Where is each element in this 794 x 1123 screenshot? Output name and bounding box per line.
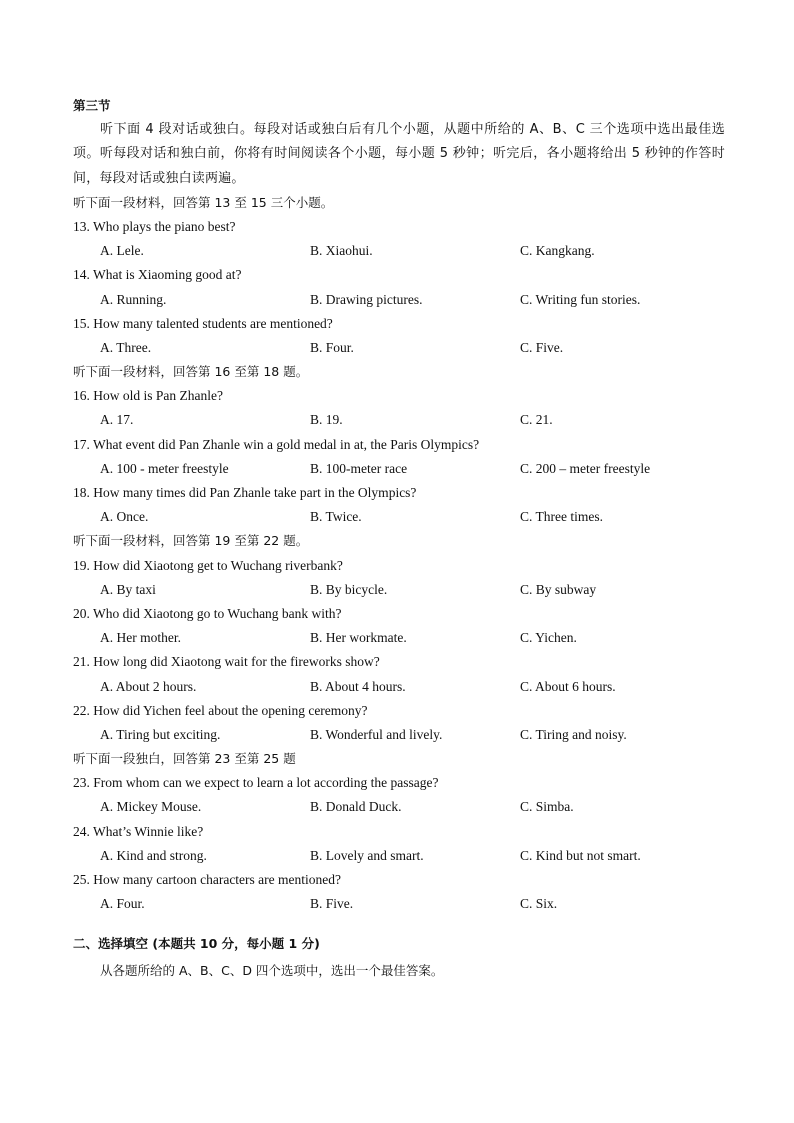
option-a: A. Running. (100, 291, 167, 307)
question-20: 20. Who did Xiaotong go to Wuchang bank with? (73, 605, 342, 621)
option-a: A. Mickey Mouse. (100, 799, 202, 815)
option-c: C. About 6 hours. (520, 678, 616, 694)
question-21: 21. How long did Xiaotong wait for the fireworks show? (73, 654, 380, 670)
question-17: 17. What event did Pan Zhanle win a gold medal in at, the Paris Olympics? (73, 436, 480, 452)
options-13 (73, 239, 725, 263)
options-17 (73, 457, 725, 481)
option-a: A. Once. (100, 509, 149, 525)
section-title: 第三节 (73, 98, 111, 113)
options-16 (73, 408, 725, 432)
options-25 (73, 892, 725, 916)
group-instruction: 听下面一段材料，回答第 19 至第 22 题。 (73, 533, 309, 549)
options-22 (73, 723, 725, 747)
section-instructions: 听下面 4 段对话或独白。每段对话或独白后有几个小题，从题中所给的 A、B、C 三个选项中选出最佳选项。听每段对话和独白前，你将有时间阅读各个小题，每小题 5 秒钟；听完后，各小题将给出 5 秒钟的作答时间，每段对话或独白读两遍。 (73, 122, 725, 186)
options-20 (73, 626, 725, 650)
option-b: B. About 4 hours. (310, 678, 406, 694)
option-c: C. Simba. (520, 799, 574, 815)
option-b: B. Drawing pictures. (310, 291, 423, 307)
option-a: A. Four. (100, 896, 145, 912)
question-25: 25. How many cartoon characters are mentioned? (73, 872, 342, 888)
option-a: A. Her mother. (100, 630, 181, 646)
option-c: C. Yichen. (520, 630, 577, 646)
options-14 (73, 288, 725, 312)
option-c: C. Kind but not smart. (520, 847, 641, 863)
option-b: B. Five. (310, 896, 354, 912)
group-instruction: 听下面一段材料，回答第 13 至 15 三个小题。 (73, 194, 334, 210)
option-c: C. Six. (520, 896, 558, 912)
option-c: C. Tiring and noisy. (520, 726, 627, 742)
option-a: A. Kind and strong. (100, 847, 207, 863)
option-a: A. Three. (100, 339, 152, 355)
question-18: 18. How many times did Pan Zhanle take part in the Olympics? (73, 485, 417, 501)
options-23 (73, 795, 725, 819)
options-21 (73, 675, 725, 699)
option-c: C. Three times. (520, 509, 603, 525)
option-c: C. Kangkang. (520, 243, 595, 259)
question-14: 14. What is Xiaoming good at? (73, 267, 242, 283)
part2-instructions: 从各题所给的 A、B、C、D 四个选项中，选出一个最佳答案。 (100, 962, 444, 978)
option-b: B. 19. (310, 412, 343, 428)
option-b: B. Twice. (310, 509, 362, 525)
option-a: A. Lele. (100, 243, 144, 259)
question-24: 24. What’s Winnie like? (73, 823, 204, 839)
question-16: 16. How old is Pan Zhanle? (73, 388, 223, 404)
option-b: B. Wonderful and lively. (310, 726, 443, 742)
section-spacer (73, 916, 725, 932)
option-b: B. 100-meter race (310, 460, 408, 476)
option-a: A. By taxi (100, 581, 156, 597)
group-instruction: 听下面一段独白，回答第 23 至第 25 题 (73, 751, 296, 767)
question-22: 22. How did Yichen feel about the opening ceremony? (73, 702, 368, 718)
group-instruction: 听下面一段材料，回答第 16 至第 18 题。 (73, 364, 309, 380)
option-a: A. About 2 hours. (100, 678, 197, 694)
exam-page (73, 94, 725, 985)
option-a: A. 17. (100, 412, 134, 428)
part2-title: 二、选择填空 (本题共 10 分，每小题 1 分) (73, 936, 320, 952)
option-c: C. Writing fun stories. (520, 291, 641, 307)
option-c: C. 200 – meter freestyle (520, 460, 651, 476)
options-15 (73, 336, 725, 360)
option-c: C. Five. (520, 339, 564, 355)
option-c: C. By subway (520, 581, 597, 597)
options-24 (73, 844, 725, 868)
option-b: B. Xiaohui. (310, 243, 373, 259)
option-b: B. By bicycle. (310, 581, 388, 597)
options-19 (73, 578, 725, 602)
question-23: 23. From whom can we expect to learn a lot according the passage? (73, 775, 439, 791)
option-b: B. Four. (310, 339, 354, 355)
question-19: 19. How did Xiaotong get to Wuchang riverbank? (73, 557, 343, 573)
question-13: 13. Who plays the piano best? (73, 218, 236, 234)
option-b: B. Her workmate. (310, 630, 407, 646)
option-b: B. Lovely and smart. (310, 847, 424, 863)
option-b: B. Donald Duck. (310, 799, 402, 815)
option-c: C. 21. (520, 412, 553, 428)
option-a: A. Tiring but exciting. (100, 726, 221, 742)
options-18 (73, 505, 725, 529)
question-15: 15. How many talented students are mentioned? (73, 315, 333, 331)
option-a: A. 100 - meter freestyle (100, 460, 229, 476)
